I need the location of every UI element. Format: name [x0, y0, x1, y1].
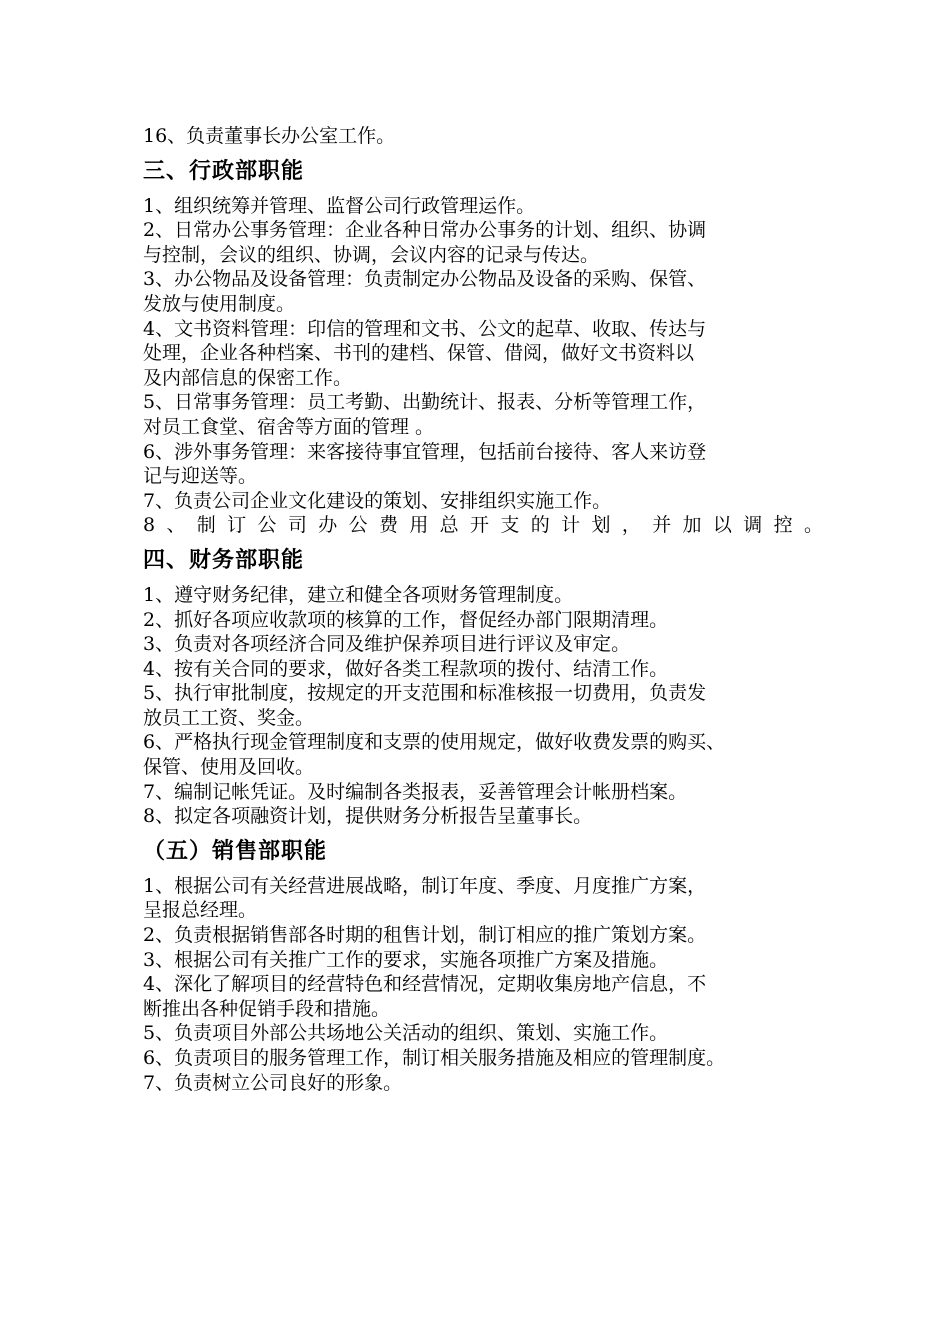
sales-line: 5、负责项目外部公共场地公关活动的组织、策划、实施工作。 — [143, 1022, 669, 1045]
admin-line: 与控制，会议的组织、协调，会议内容的记录与传达。 — [143, 243, 600, 266]
sales-line: 2、负责根据销售部各时期的租售计划，制订相应的推广策划方案。 — [143, 924, 707, 947]
admin-line: 5、日常事务管理：员工考勤、出勤统计、报表、分析等管理工作， — [143, 391, 707, 414]
finance-line: 3、负责对各项经济合同及维护保养项目进行评议及审定。 — [143, 633, 631, 656]
section-heading-admin: 三、行政部职能 — [143, 158, 305, 184]
admin-line: 1、组织统筹并管理、监督公司行政管理运作。 — [143, 194, 536, 217]
finance-line: 保管、使用及回收。 — [143, 756, 315, 779]
section-heading-finance: 四、财务部职能 — [143, 547, 305, 573]
admin-line: 6、涉外事务管理：来客接待事宜管理，包括前台接待、客人来访登 — [143, 440, 707, 463]
sales-line: 4、深化了解项目的经营特色和经营情况，定期收集房地产信息，不 — [143, 973, 707, 996]
intro-line: 16、负责董事长办公室工作。 — [143, 125, 396, 147]
sales-line: 呈报总经理。 — [143, 899, 258, 922]
sales-line: 断推出各种促销手段和措施。 — [143, 997, 391, 1020]
admin-line: 8、制订公司办公费用总开支的计划，并加以调控。 — [143, 514, 823, 537]
finance-line: 放员工工资、奖金。 — [143, 706, 315, 729]
finance-line: 2、抓好各项应收款项的核算的工作，督促经办部门限期清理。 — [143, 608, 669, 631]
admin-line: 处理，企业各种档案、书刊的建档、保管、借阅，做好文书资料以 — [143, 342, 695, 365]
admin-line: 及内部信息的保密工作。 — [143, 366, 353, 389]
finance-line: 1、遵守财务纪律，建立和健全各项财务管理制度。 — [143, 583, 574, 606]
section-heading-sales: （五）销售部职能 — [143, 838, 328, 864]
sales-line: 7、负责树立公司良好的形象。 — [143, 1071, 403, 1094]
finance-line: 6、严格执行现金管理制度和支票的使用规定，做好收费发票的购买、 — [143, 731, 726, 754]
admin-line: 2、日常办公事务管理：企业各种日常办公事务的计划、组织、协调 — [143, 219, 707, 242]
document-body — [143, 124, 823, 1095]
admin-line: 3、办公物品及设备管理：负责制定办公物品及设备的采购、保管、 — [143, 268, 707, 291]
sales-line: 6、负责项目的服务管理工作，制订相关服务措施及相应的管理制度。 — [143, 1047, 726, 1069]
finance-line: 7、编制记帐凭证。及时编制各类报表，妥善管理会计帐册档案。 — [143, 780, 688, 803]
admin-line: 记与迎送等。 — [143, 465, 258, 488]
admin-line: 4、文书资料管理：印信的管理和文书、公文的起草、收取、传达与 — [143, 317, 707, 340]
finance-line: 5、执行审批制度，按规定的开支范围和标准核报一切费用，负责发 — [143, 682, 707, 705]
finance-line: 8、拟定各项融资计划，提供财务分析报告呈董事长。 — [143, 805, 593, 828]
admin-line: 7、负责公司企业文化建设的策划、安排组织实施工作。 — [143, 489, 612, 512]
admin-line: 对员工食堂、宿舍等方面的管理 。 — [143, 415, 435, 438]
sales-line: 1、根据公司有关经营进展战略，制订年度、季度、月度推广方案， — [143, 874, 707, 897]
finance-line: 4、按有关合同的要求，做好各类工程款项的拨付、结清工作。 — [143, 657, 669, 680]
admin-line: 发放与使用制度。 — [143, 292, 296, 315]
sales-line: 3、根据公司有关推广工作的要求，实施各项推广方案及措施。 — [143, 948, 669, 971]
